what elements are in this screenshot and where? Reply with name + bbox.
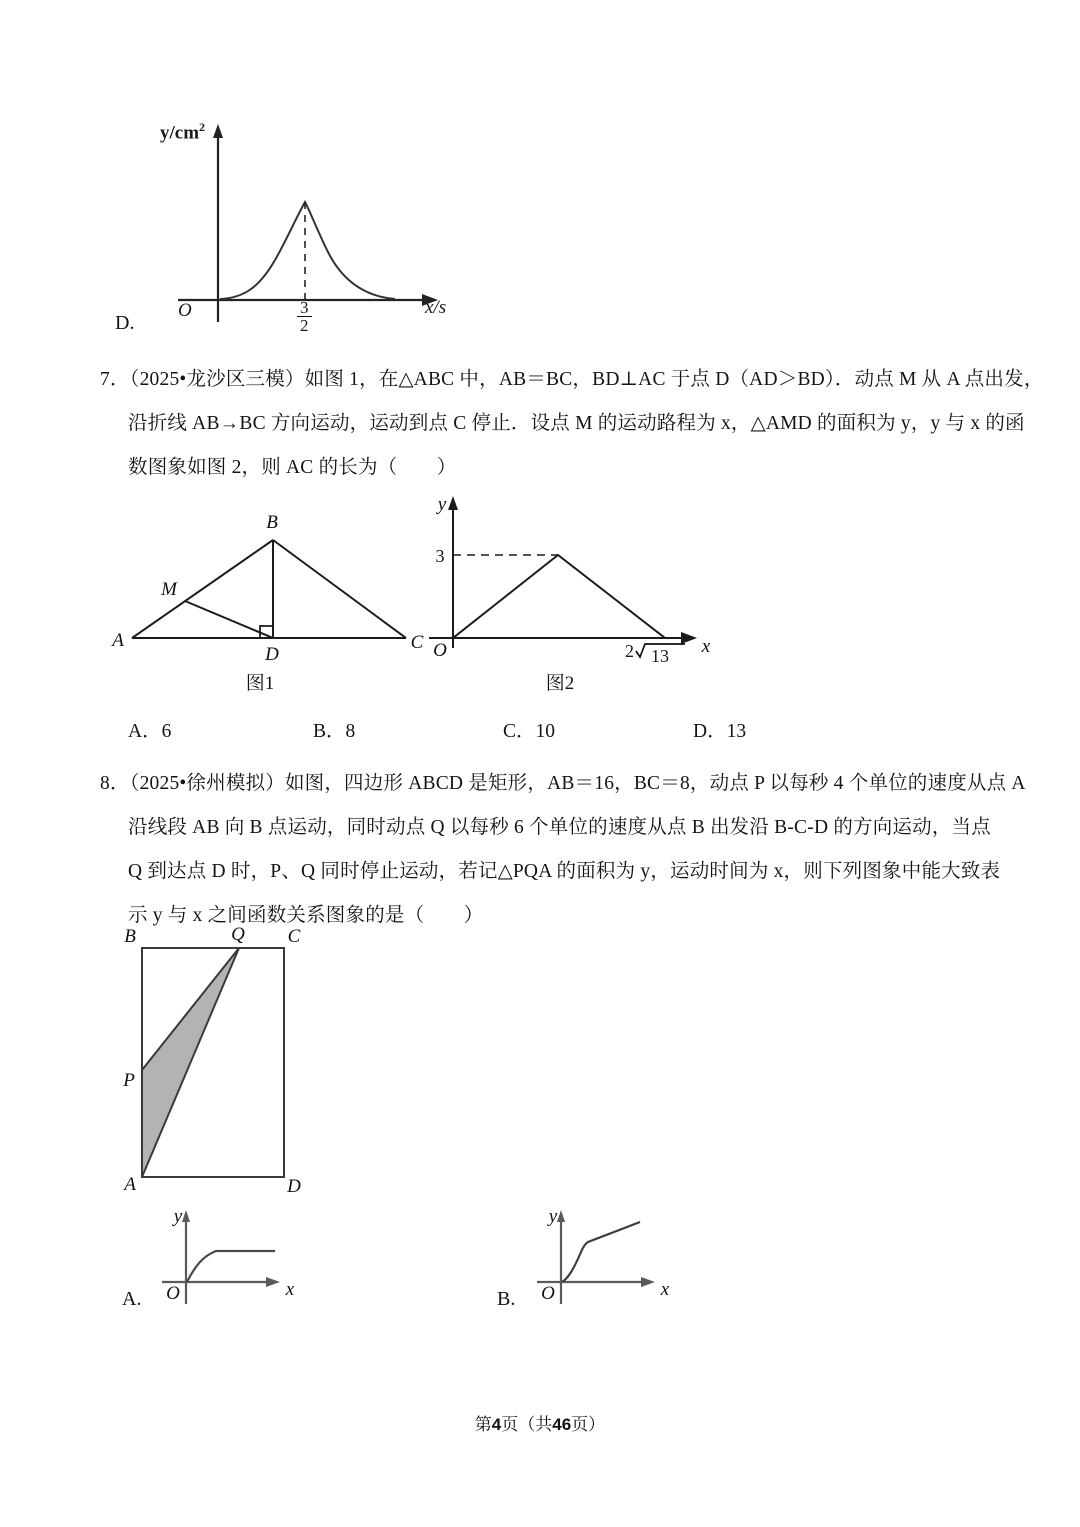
- page-footer: [0, 1410, 1080, 1435]
- q7-option-a[interactable]: [128, 715, 171, 743]
- q7-line-3: 数图象如图 2，则 AC 的长为（ ）: [128, 457, 457, 478]
- vertex-label-B: B: [266, 512, 278, 533]
- q7-source: （2025•龙沙区三模）: [129, 369, 305, 390]
- q8-option-a-figure: [140, 1208, 300, 1313]
- footer-page-number: 4: [491, 1415, 502, 1434]
- q7-figure-2-caption: 图2: [545, 673, 575, 694]
- y-axis-arrow: [182, 1210, 190, 1222]
- x-axis-arrow: [266, 1277, 280, 1287]
- q8-number: 8．: [100, 773, 130, 794]
- question-7-text: [100, 358, 1044, 490]
- radicand-13: 13: [651, 646, 669, 666]
- y-axis-label: y: [437, 494, 447, 515]
- y-axis-arrow: [448, 496, 458, 510]
- q6-y-axis-label: [160, 120, 205, 144]
- footer-middle: 页（共: [501, 1415, 553, 1434]
- vertex-label-M: M: [161, 579, 177, 600]
- y-axis-label: y: [173, 1206, 183, 1227]
- origin-label: O: [433, 640, 447, 661]
- origin-label: O: [541, 1283, 555, 1304]
- q8-rectangle-figure: [120, 924, 340, 1198]
- segment-AB: [132, 540, 273, 638]
- q7-line-2: 沿折线 AB→BC 方向运动，运动到点 C 停止．设点 M 的运动路程为 x，△AMD 的面积为 y，y 与 x 的函: [128, 413, 1025, 434]
- q8-line-1: [100, 762, 1026, 806]
- vertex-label-C: C: [287, 926, 301, 947]
- q6-y-axis-exponent: 2: [199, 120, 206, 134]
- fraction-numerator: 3: [297, 299, 312, 317]
- q7-option-a-value: 6: [161, 721, 172, 742]
- q8-option-b-figure: [515, 1208, 675, 1313]
- vertex-label-C: C: [410, 632, 424, 653]
- q6-origin-label: O: [178, 300, 192, 321]
- x-axis-label: x: [285, 1279, 295, 1300]
- footer-suffix: 页）: [571, 1415, 606, 1434]
- y-axis-arrow: [213, 124, 223, 138]
- q8-line-2: 沿线段 AB 向 B 点运动，同时动点 Q 以每秒 6 个单位的速度从点 B 出发沿 B‑C‑D 的方向运动，当点: [128, 817, 991, 838]
- q8-option-b-letter[interactable]: B.: [497, 1288, 516, 1310]
- option-b-curve: [562, 1222, 640, 1282]
- origin-label: O: [166, 1283, 180, 1304]
- q7-figure-1: [112, 500, 430, 665]
- q7-x-endpoint-label: [625, 640, 672, 667]
- radical-coefficient: 2: [625, 641, 634, 661]
- q7-line-1-text: 如图 1，在△ABC 中，AB＝BC，BD⊥AC 于点 D（AD＞BD）．动点 M 从 A 点出发，: [304, 369, 1044, 390]
- q8-line-1-text: 如图，四边形 ABCD 是矩形，AB＝16，BC＝8，动点 P 以每秒 4 个单位的速度从点 A: [284, 773, 1026, 794]
- q7-figure-2: [415, 490, 725, 660]
- q7-option-d-value: 13: [726, 721, 747, 742]
- q8-option-a-letter[interactable]: A.: [122, 1288, 142, 1310]
- footer-total-pages: 46: [552, 1415, 572, 1434]
- q7-option-b[interactable]: [313, 715, 355, 743]
- vertex-label-D: D: [287, 1176, 301, 1197]
- q6-x-tick-three-halves: [297, 299, 312, 334]
- y-axis-arrow: [557, 1210, 565, 1222]
- q7-option-b-key: B．: [313, 721, 346, 742]
- q8-source: （2025•徐州模拟）: [129, 773, 285, 794]
- q7-option-d[interactable]: [693, 715, 746, 743]
- area-curve: [220, 202, 395, 299]
- q7-option-d-key: D．: [693, 721, 727, 742]
- vertex-label-Q: Q: [231, 924, 245, 945]
- radical-sign: [635, 640, 672, 667]
- q8-line-3: Q 到达点 D 时，P、Q 同时停止运动，若记△PQA 的面积为 y，运动时间为 x，则下列图象中能大致表: [128, 861, 1001, 882]
- x-axis-label: x: [701, 636, 711, 657]
- q7-options-row: [128, 715, 928, 745]
- q7-number: 7．: [100, 369, 130, 390]
- q7-option-b-value: 8: [345, 721, 356, 742]
- y-axis-label: y: [548, 1206, 558, 1227]
- x-axis-label: x: [660, 1279, 670, 1300]
- q7-option-c[interactable]: [503, 715, 555, 743]
- q7-option-c-value: 10: [535, 721, 556, 742]
- x-axis-arrow: [641, 1277, 655, 1287]
- vertex-label-D: D: [265, 644, 279, 665]
- segment-BC: [273, 540, 406, 638]
- fraction-denominator: 2: [300, 316, 309, 335]
- q6-x-axis-label: x/s: [425, 297, 447, 318]
- q7-line-1: [100, 358, 1044, 402]
- vertex-label-B: B: [124, 926, 136, 947]
- vertex-label-A: A: [112, 630, 124, 651]
- q6-option-d-letter: D.: [115, 312, 135, 334]
- vertex-label-A: A: [124, 1174, 136, 1195]
- question-8-text: [100, 762, 1026, 938]
- q8-line-4: 示 y 与 x 之间函数关系图象的是（ ）: [128, 905, 484, 926]
- q7-option-c-key: C．: [503, 721, 536, 742]
- y-vs-x-polyline: [453, 555, 665, 638]
- q7-option-a-key: A．: [128, 721, 162, 742]
- option-a-curve: [187, 1251, 275, 1282]
- vertex-label-P: P: [123, 1070, 135, 1091]
- q7-figure-1-caption: 图1: [245, 673, 275, 694]
- y-tick-label-3: 3: [435, 546, 445, 566]
- footer-prefix: 第: [474, 1415, 492, 1434]
- q6-y-axis-label-text: y/cm: [160, 122, 200, 144]
